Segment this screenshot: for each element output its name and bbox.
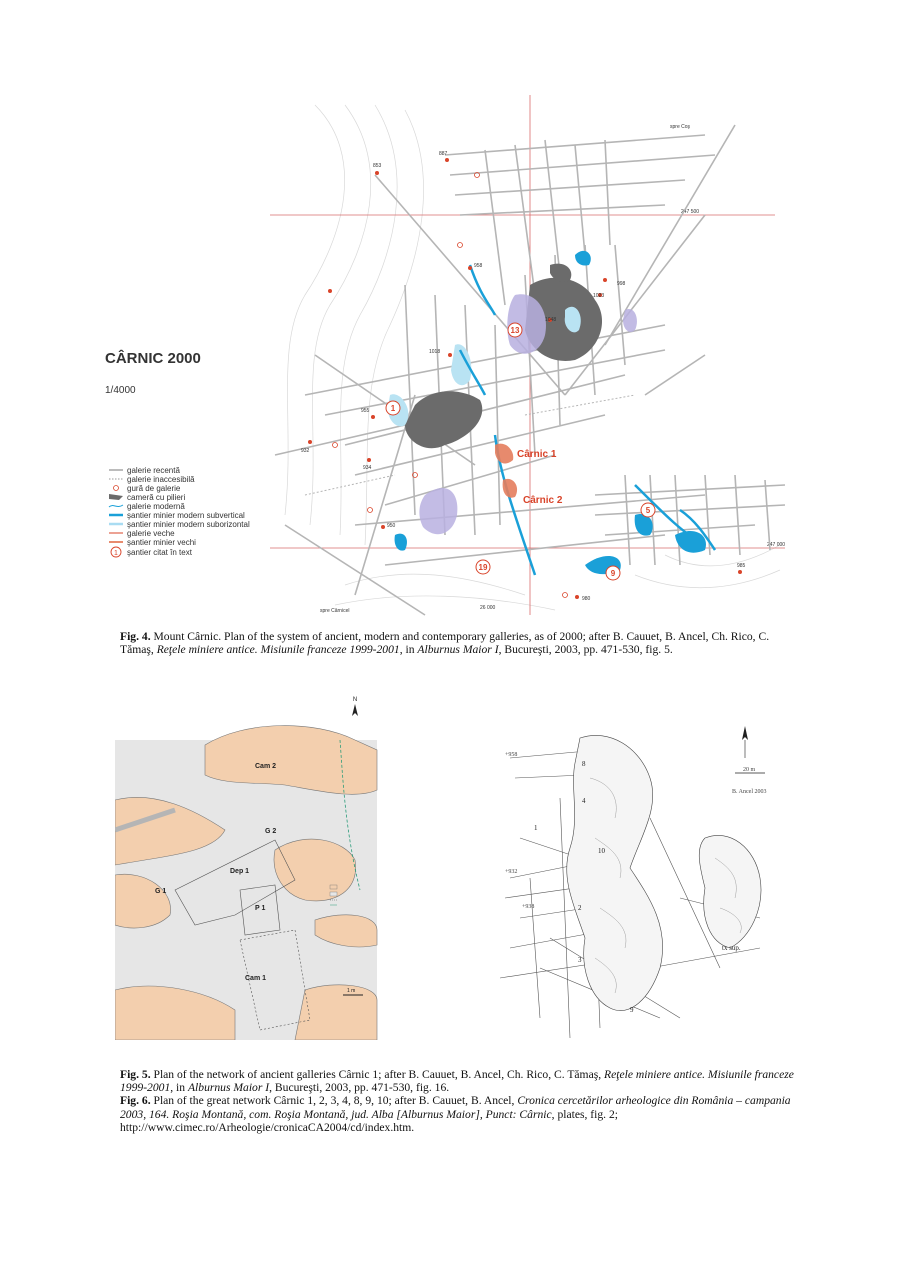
caption-text: , in [399, 643, 418, 657]
fig6-scale-bar [735, 767, 765, 773]
fig6-caption [120, 1094, 800, 1134]
chamber-label: G 2 [265, 828, 277, 835]
north-arrow [352, 697, 358, 716]
caption-label: Fig. 6. [120, 1094, 151, 1108]
elevation-label: 1023 [593, 293, 605, 299]
caption-italic: Alburnus Maior I [417, 643, 499, 657]
caption-label: Fig. 4. [120, 630, 151, 643]
site-number: 5 [645, 506, 651, 515]
caption-text: Plan of the network of ancient galleries Cârnic 1; after B. Cauuet, B. Ancel, Ch. Rico, C. Tămaş, [150, 1068, 605, 1081]
site-number: 13 [510, 326, 520, 335]
fig6-north-arrow [742, 726, 748, 758]
fig4-map [105, 95, 785, 620]
caption-italic: Reţele miniere antice. Misiunile franceze 1999-2001 [120, 1068, 794, 1095]
site-label-carnic-2: Cârnic 2 [523, 495, 563, 506]
legend-item: galerie modernă [127, 502, 185, 511]
fig5-plan [115, 690, 383, 1040]
caption-text: , Bucureşti, 2003, pp. 471-530, fig. 16. [269, 1081, 450, 1095]
fig6-plan [500, 718, 780, 1038]
site-number: 19 [478, 563, 488, 572]
elevation-label: 853 [373, 163, 382, 169]
chamber-label: G 1 [155, 888, 167, 895]
fig6-number: 1 [534, 824, 538, 832]
legend-marker-number: 1 [114, 550, 118, 557]
legend-item: galerie veche [127, 529, 175, 538]
north-label: N [352, 697, 358, 703]
fig6-scale-label: 20 m [743, 767, 756, 773]
legend-item: şantier citat în text [127, 548, 192, 557]
fig6-elevation: +938 [522, 904, 535, 910]
fig6-number: 10 [598, 847, 605, 855]
legend-item: galerie inaccesibilă [127, 475, 195, 484]
elevation-label: 958 [474, 263, 483, 269]
elevation-label: 950 [387, 523, 396, 529]
elevation-label: 1048 [545, 317, 557, 323]
site-label-carnic-1: Cârnic 1 [517, 449, 557, 460]
fig6-elevation: +932 [505, 869, 518, 875]
chamber-label: Cam 2 [255, 763, 277, 770]
direction-label-carnicel: spre Cârnicel [320, 608, 350, 614]
fig4-caption [120, 630, 790, 656]
map-legend [109, 466, 250, 557]
fig6-number: 4 [582, 797, 586, 805]
elevation-label: 955 [361, 408, 370, 414]
fig5-fig6-captions [120, 1068, 800, 1134]
grid-label-247500: 247 500 [681, 209, 700, 215]
caption-italic: Cronica cercetărilor arheologice din România – campania 2003, 164. Roşia Montană, com. Roşia Montană, jud. Alba [Alburnus Maior], Punct: Cârnic [120, 1094, 791, 1121]
fig6-elevation: +958 [505, 752, 518, 758]
caption-text: , plates, fig. 2; http://www.cimec.ro/Arheologie/cronicaCA2004/cd/index.htm. [120, 1107, 618, 1134]
caption-italic: Reţele miniere antice. Misiunile franceze 1999-2001 [156, 643, 400, 657]
chamber-label: P 1 [255, 905, 266, 912]
elevation-label: 980 [582, 596, 591, 602]
elevation-label: 932 [301, 448, 310, 454]
caption-text: , Bucureşti, 2003, pp. 471-530, fig. 5. [498, 643, 673, 657]
fig6-number: 2 [578, 904, 582, 912]
caption-text: Mount Cârnic. Plan of the system of ancient, modern and contemporary galleries, as of 2000; after B. Cauuet, B. Ancel, Ch. Rico, C. Tămaş, [120, 630, 770, 657]
fig6-number: 3 [578, 956, 582, 964]
caption-italic: Alburnus Maior I [187, 1081, 270, 1095]
elevation-label: 998 [617, 281, 626, 287]
site-number: 9 [610, 569, 616, 578]
legend-item: cameră cu pilieri [127, 493, 186, 502]
map-scale: 1/4000 [105, 385, 136, 396]
grid-label-26000: 26 000 [480, 605, 496, 611]
fig5-scale-label: 1 m [347, 988, 356, 994]
legend-item: şantier minier vechi [127, 538, 196, 547]
caption-text: , in [170, 1081, 188, 1095]
chamber-label: Dep 1 [230, 868, 250, 875]
grid-label-247000: 247 000 [767, 542, 785, 548]
legend-item: şantier minier modern suborizontal [127, 520, 250, 529]
entrances [333, 173, 568, 598]
elevation-label: 985 [737, 563, 746, 569]
fig6-credit: B. Ancel 2003 [732, 789, 767, 795]
coordinate-grid [270, 95, 785, 615]
chamber-label: Cam 1 [245, 975, 267, 982]
fig5-caption [120, 1068, 800, 1094]
caption-label: Fig. 5. [120, 1068, 151, 1081]
elevation-label: 934 [363, 465, 372, 471]
direction-label-cos: spre Coş [670, 124, 691, 130]
fig6-number: 8 [582, 760, 586, 768]
caption-text: Plan of the great network Cârnic 1, 2, 3, 4, 8, 9, 10; after B. Cauuet, B. Ancel, [150, 1094, 518, 1108]
fig6-number: 9 [630, 1006, 634, 1014]
map-title: CÂRNIC 2000 [105, 350, 201, 367]
legend-item: galerie recentă [127, 466, 180, 475]
fig6-tx-label: tx sup. [722, 944, 741, 952]
elevation-label: 887 [439, 151, 448, 157]
elevation-label: 1018 [429, 349, 441, 355]
legend-item: gură de galerie [127, 484, 181, 493]
site-number: 1 [390, 404, 396, 413]
legend-item: şantier minier modern subvertical [127, 511, 245, 520]
